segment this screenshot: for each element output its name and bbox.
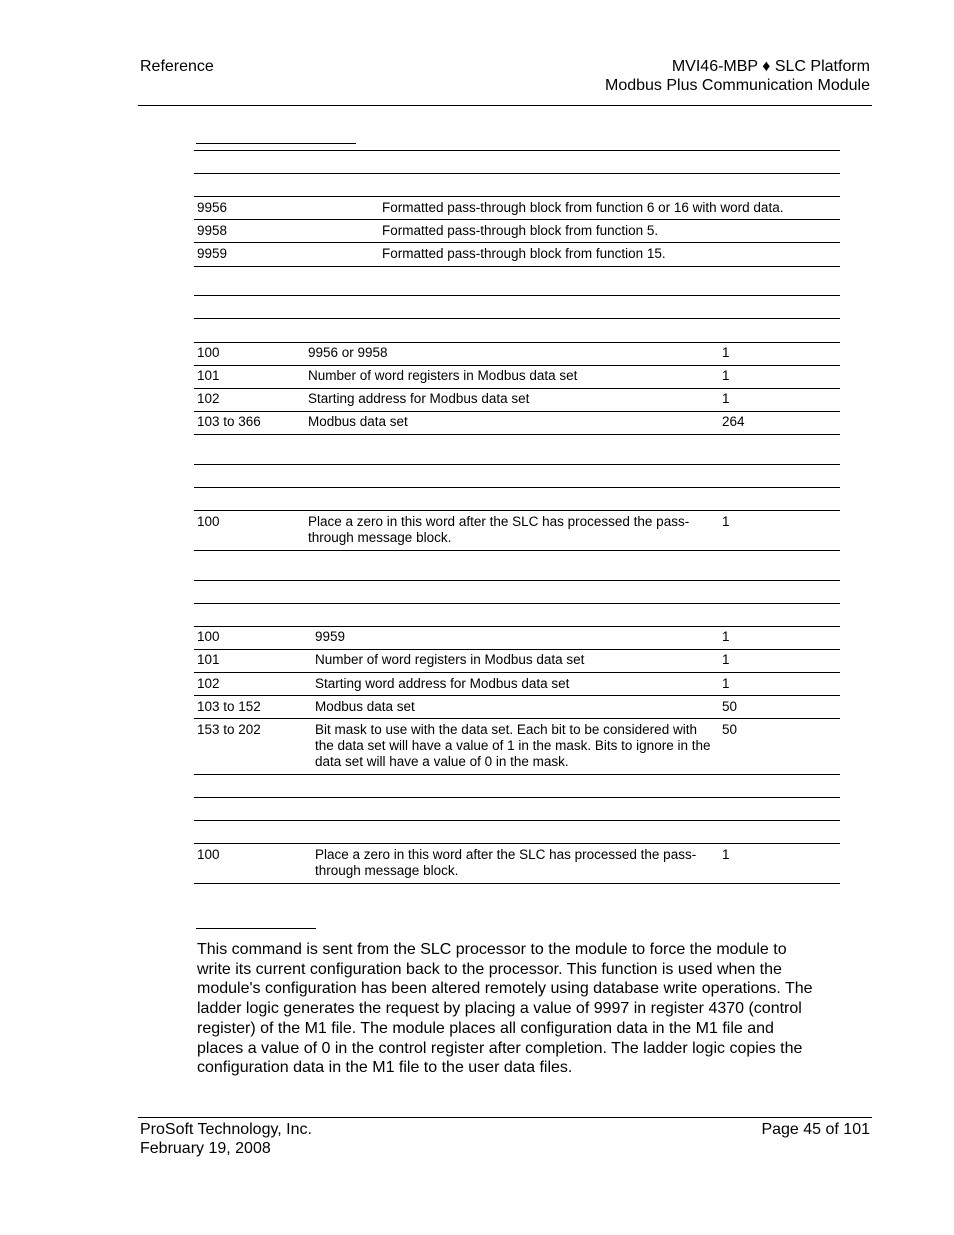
table-rule: [194, 774, 840, 775]
footer-divider: [138, 1117, 872, 1118]
table-rule: [194, 580, 840, 581]
table-rule: [194, 318, 840, 319]
length-cell: 1: [722, 847, 730, 862]
block-id-cell: 9959: [197, 246, 228, 261]
offset-cell: 153 to 202: [197, 722, 261, 737]
block-desc-cell: Formatted pass-through block from function 5.: [382, 223, 659, 238]
length-cell: 1: [722, 514, 730, 529]
description-cell: Starting word address for Modbus data set: [315, 676, 570, 691]
table-rule: [194, 883, 840, 884]
description-cell: Place a zero in this word after the SLC has processed the pass-through message block.: [315, 847, 697, 878]
offset-cell: 100: [197, 847, 220, 862]
offset-cell: 100: [197, 514, 220, 529]
description-cell: Starting address for Modbus data set: [308, 391, 530, 406]
table-rule: [194, 173, 840, 174]
description-cell: Number of word registers in Modbus data set: [308, 368, 578, 383]
table-rule: [194, 695, 840, 696]
length-cell: 1: [722, 652, 730, 667]
length-cell: 1: [722, 629, 730, 644]
table-rule: [194, 464, 840, 465]
offset-cell: 100: [197, 345, 220, 360]
table-rule: [194, 219, 840, 220]
table-rule: [194, 150, 840, 151]
footer-page-number: Page 45 of 101: [761, 1121, 870, 1138]
length-cell: 1: [722, 368, 730, 383]
section-heading-underline: [196, 143, 356, 144]
header-divider: [138, 105, 872, 106]
description-cell: 9956 or 9958: [308, 345, 388, 360]
offset-cell: 102: [197, 391, 220, 406]
table-rule: [194, 820, 840, 821]
block-desc-cell: Formatted pass-through block from function 15.: [382, 246, 666, 261]
length-cell: 1: [722, 391, 730, 406]
description-cell: Bit mask to use with the data set. Each bit to be considered with the data set will have a value of 1 in the mask. Bits to ignore in the data set will have a value of 0 in the mask.: [315, 722, 711, 769]
table-rule: [194, 242, 840, 243]
table-rule: [194, 649, 840, 650]
section-heading-underline: [196, 928, 316, 929]
table-rule: [194, 487, 840, 488]
offset-cell: 101: [197, 368, 220, 383]
header-section-label: Reference: [140, 58, 214, 75]
block-id-cell: 9958: [197, 223, 228, 238]
table-rule: [194, 388, 840, 389]
body-paragraph: This command is sent from the SLC processor to the module to force the module to write its current configuration back to the processor. This function is used when the module's configuration has been altered remotely using database write operations. The ladder logic generates the request by placing a value of 9997 in register 4370 (control register) of the M1 file. The module places all configuration data in the M1 file and places a value of 0 in the control register after completion. The ladder logic copies the configuration data in the M1 file to the user data files.: [197, 941, 813, 1077]
table-rule: [194, 434, 840, 435]
offset-cell: 100: [197, 629, 220, 644]
block-desc-cell: Formatted pass-through block from function 6 or 16 with word data.: [382, 200, 784, 215]
table-rule: [194, 342, 840, 343]
length-cell: 1: [722, 676, 730, 691]
offset-cell: 103 to 366: [197, 414, 261, 429]
description-cell: Place a zero in this word after the SLC has processed the pass-through message block.: [308, 514, 690, 545]
length-cell: 50: [722, 699, 738, 714]
header-product-title: MVI46-MBP ♦ SLC Platform: [671, 58, 870, 75]
table-rule: [194, 295, 840, 296]
description-cell: 9959: [315, 629, 346, 644]
description-cell: Modbus data set: [315, 699, 415, 714]
length-cell: 50: [722, 722, 738, 737]
table-rule: [194, 266, 840, 267]
table-rule: [194, 365, 840, 366]
offset-cell: 103 to 152: [197, 699, 261, 714]
table-rule: [194, 797, 840, 798]
table-rule: [194, 550, 840, 551]
table-rule: [194, 626, 840, 627]
table-rule: [194, 718, 840, 719]
table-rule: [194, 672, 840, 673]
footer-date: February 19, 2008: [140, 1140, 271, 1157]
table-rule: [194, 843, 840, 844]
offset-cell: 101: [197, 652, 220, 667]
description-cell: Number of word registers in Modbus data set: [315, 652, 585, 667]
block-id-cell: 9956: [197, 200, 228, 215]
table-rule: [194, 196, 840, 197]
description-cell: Modbus data set: [308, 414, 408, 429]
length-cell: 264: [722, 414, 745, 429]
table-rule: [194, 510, 840, 511]
table-rule: [194, 603, 840, 604]
length-cell: 1: [722, 345, 730, 360]
offset-cell: 102: [197, 676, 220, 691]
footer-company: ProSoft Technology, Inc.: [140, 1121, 312, 1138]
table-rule: [194, 411, 840, 412]
header-product-subtitle: Modbus Plus Communication Module: [604, 77, 870, 94]
